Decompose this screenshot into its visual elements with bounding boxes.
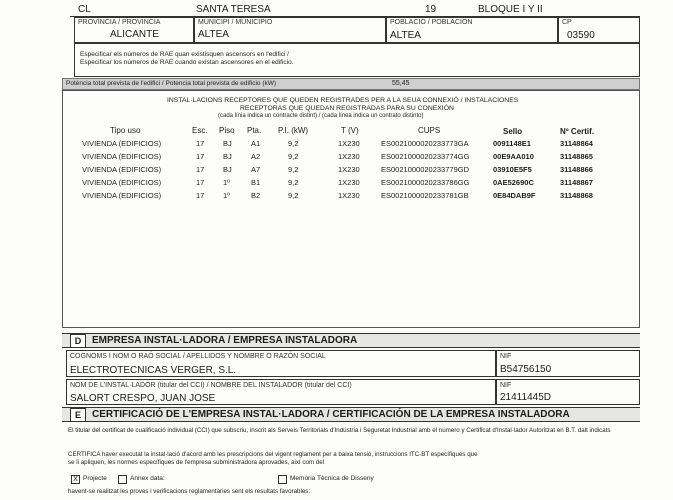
section-d-title: EMPRESA INSTAL·LADORA / EMPRESA INSTALADORA — [92, 335, 358, 346]
company-nif-label: NIF — [500, 353, 512, 360]
row-t: 1X230 — [338, 191, 360, 200]
row-tipo: VIVIENDA (EDIFICIOS) — [82, 191, 162, 200]
cp-value: 03590 — [567, 30, 595, 41]
row-piso: 1º — [223, 191, 230, 200]
row-sello: 0E84DAB9F — [493, 191, 536, 200]
installations-title-3: (cada línia indica un contracte distint) / (cada línea indica un contrato distinto) — [218, 113, 424, 119]
col-header-pi: P.I. (kW) — [278, 126, 309, 135]
row-pi: 9,2 — [288, 165, 299, 174]
row-pi: 9,2 — [288, 178, 299, 187]
row-cups: ES0021000020233773GA — [381, 139, 469, 148]
row-tipo: VIVIENDA (EDIFICIOS) — [82, 139, 162, 148]
row-tipo: VIVIENDA (EDIFICIOS) — [82, 178, 162, 187]
col-header-tipo: Tipo uso — [110, 126, 141, 135]
street-block: BLOQUE I Y II — [478, 4, 543, 15]
installations-title-2: RECEPTORAS QUE QUEDAN REGISTRADAS PARA SU CONEXIÓN — [240, 105, 454, 112]
projecte-label: Projecte — [83, 475, 107, 482]
projecte-checkbox[interactable]: X — [71, 475, 80, 484]
town-label: POBLACIÓ / POBLACIÓN — [390, 19, 473, 26]
municipality-label: MUNICIPI / MUNICIPIO — [198, 19, 273, 26]
installer-nif-label: NIF — [500, 382, 512, 389]
row-esc: 17 — [196, 139, 205, 148]
row-pi: 9,2 — [288, 139, 299, 148]
row-piso: BJ — [223, 139, 232, 148]
row-pta: A2 — [251, 152, 261, 161]
rae-note-2: Especificar los números de RAE cuando existan ascensores en el edificio. — [80, 59, 294, 66]
row-sello: 0AE52690C — [493, 178, 534, 187]
row-esc: 17 — [196, 165, 205, 174]
row-cert: 31148865 — [560, 152, 593, 161]
row-cert: 31148867 — [560, 178, 593, 187]
certification-para-4: havent-se realitzat les proves i verificacions reglamentàries sent els resultats favorables: — [68, 488, 311, 495]
power-label: Potència total prevista de l'edifici / Potencia total prevista de edificio (kW) — [66, 80, 277, 87]
row-t: 1X230 — [338, 152, 360, 161]
street-number: 19 — [425, 4, 437, 15]
col-header-sello: Sello — [503, 127, 523, 136]
installations-title-1: INSTAL·LACIONS RECEPTORES QUE QUEDEN REGISTRADES PER A LA SEUA CONNEXIÓ / INSTALACIONES — [167, 97, 519, 104]
row-cups: ES0021000020233779GD — [381, 165, 469, 174]
row-pta: A7 — [251, 165, 261, 174]
row-t: 1X230 — [338, 178, 360, 187]
col-header-pta: Pta. — [247, 126, 262, 135]
cp-label: CP — [562, 19, 572, 26]
row-tipo: VIVIENDA (EDIFICIOS) — [82, 165, 162, 174]
row-cert: 31148866 — [560, 165, 593, 174]
power-value: 55,45 — [392, 80, 410, 87]
street-name: SANTA TERESA — [196, 4, 271, 15]
annex-checkbox[interactable] — [118, 475, 127, 484]
row-tipo: VIVIENDA (EDIFICIOS) — [82, 152, 162, 161]
company-label: COGNOMS I NOM O RAÓ SOCIAL / APELLIDOS Y NOMBRE O RAZÓN SOCIAL — [70, 353, 326, 360]
via-type: CL — [78, 4, 91, 15]
province-value: ALICANTE — [110, 29, 159, 40]
installer-nif-value: 21411445D — [500, 392, 551, 403]
row-pta: B1 — [251, 178, 261, 187]
row-cert: 31148864 — [560, 139, 593, 148]
row-cups: ES0021000020233786GG — [381, 178, 470, 187]
row-esc: 17 — [196, 152, 205, 161]
row-pi: 9,2 — [288, 191, 299, 200]
certification-para-3: se li apliquen, les normes específiques de l'empresa subministradora aprovades, així com del — [68, 459, 325, 466]
row-piso: BJ — [223, 152, 232, 161]
row-esc: 17 — [196, 191, 205, 200]
row-cups: ES0021000020233774GG — [381, 152, 470, 161]
row-sello: 00E9AA010 — [493, 152, 534, 161]
row-pi: 9,2 — [288, 152, 299, 161]
row-pta: A1 — [251, 139, 261, 148]
col-header-piso: Piso — [219, 126, 235, 135]
municipality-value: ALTEA — [198, 29, 229, 40]
section-d-letter: D — [70, 334, 86, 348]
row-t: 1X230 — [338, 139, 360, 148]
annex-label: Annex data: — [130, 475, 165, 482]
section-e-title: CERTIFICACIÓ DE L'EMPRESA INSTAL·LADORA / CERTIFICACIÓN DE LA EMPRESA INSTALADORA — [92, 409, 570, 420]
row-esc: 17 — [196, 178, 205, 187]
certification-para-2: CERTIFICA haver executat la instal·lació d'acord amb les prescripcions del vigent reglament per a baixa tensió, instruccions ITC-BT específiques que — [68, 451, 478, 458]
col-header-t: T (V) — [341, 126, 359, 135]
col-header-cups: CUPS — [418, 126, 441, 135]
row-cert: 31148868 — [560, 191, 593, 200]
row-sello: 03910E5F5 — [493, 165, 532, 174]
installer-value: SALORT CRESPO, JUAN JOSE — [70, 393, 216, 404]
row-pta: B2 — [251, 191, 261, 200]
memoria-label: Memòria Tècnica de Disseny — [290, 475, 374, 482]
row-cups: ES0021000020233781GB — [381, 191, 469, 200]
section-e-letter: E — [70, 408, 86, 422]
company-nif-value: B54756150 — [500, 364, 552, 375]
row-t: 1X230 — [338, 165, 360, 174]
row-piso: BJ — [223, 165, 232, 174]
row-sello: 0091148E1 — [493, 139, 531, 148]
rae-note-1: Especificar els números de RAE quan existisquen ascensors en l'edifici / — [80, 51, 289, 58]
company-value: ELECTROTECNICAS VERGER, S.L. — [70, 365, 237, 376]
row-piso: 1º — [223, 178, 230, 187]
province-label: PROVÍNCIA / PROVINCIA — [78, 19, 161, 26]
col-header-esc: Esc. — [192, 126, 208, 135]
col-header-cert: Nº Certif. — [560, 127, 595, 136]
installer-label: NOM DE L'INSTAL·LADOR (titular del CCI) / NOMBRE DEL INSTALADOR (titular del CCI) — [70, 382, 352, 389]
certification-para-1: El titular del certificat de cualificació individual (CCI) que subscriu, inscrit als Serveis Territorials d'Indústria i Seguretat Industrial amb el número y Certificat d'Instal·lador Autoritzat en B.T. dalt indicats — [68, 427, 611, 434]
town-value: ALTEA — [390, 30, 421, 41]
memoria-checkbox[interactable] — [278, 475, 287, 484]
